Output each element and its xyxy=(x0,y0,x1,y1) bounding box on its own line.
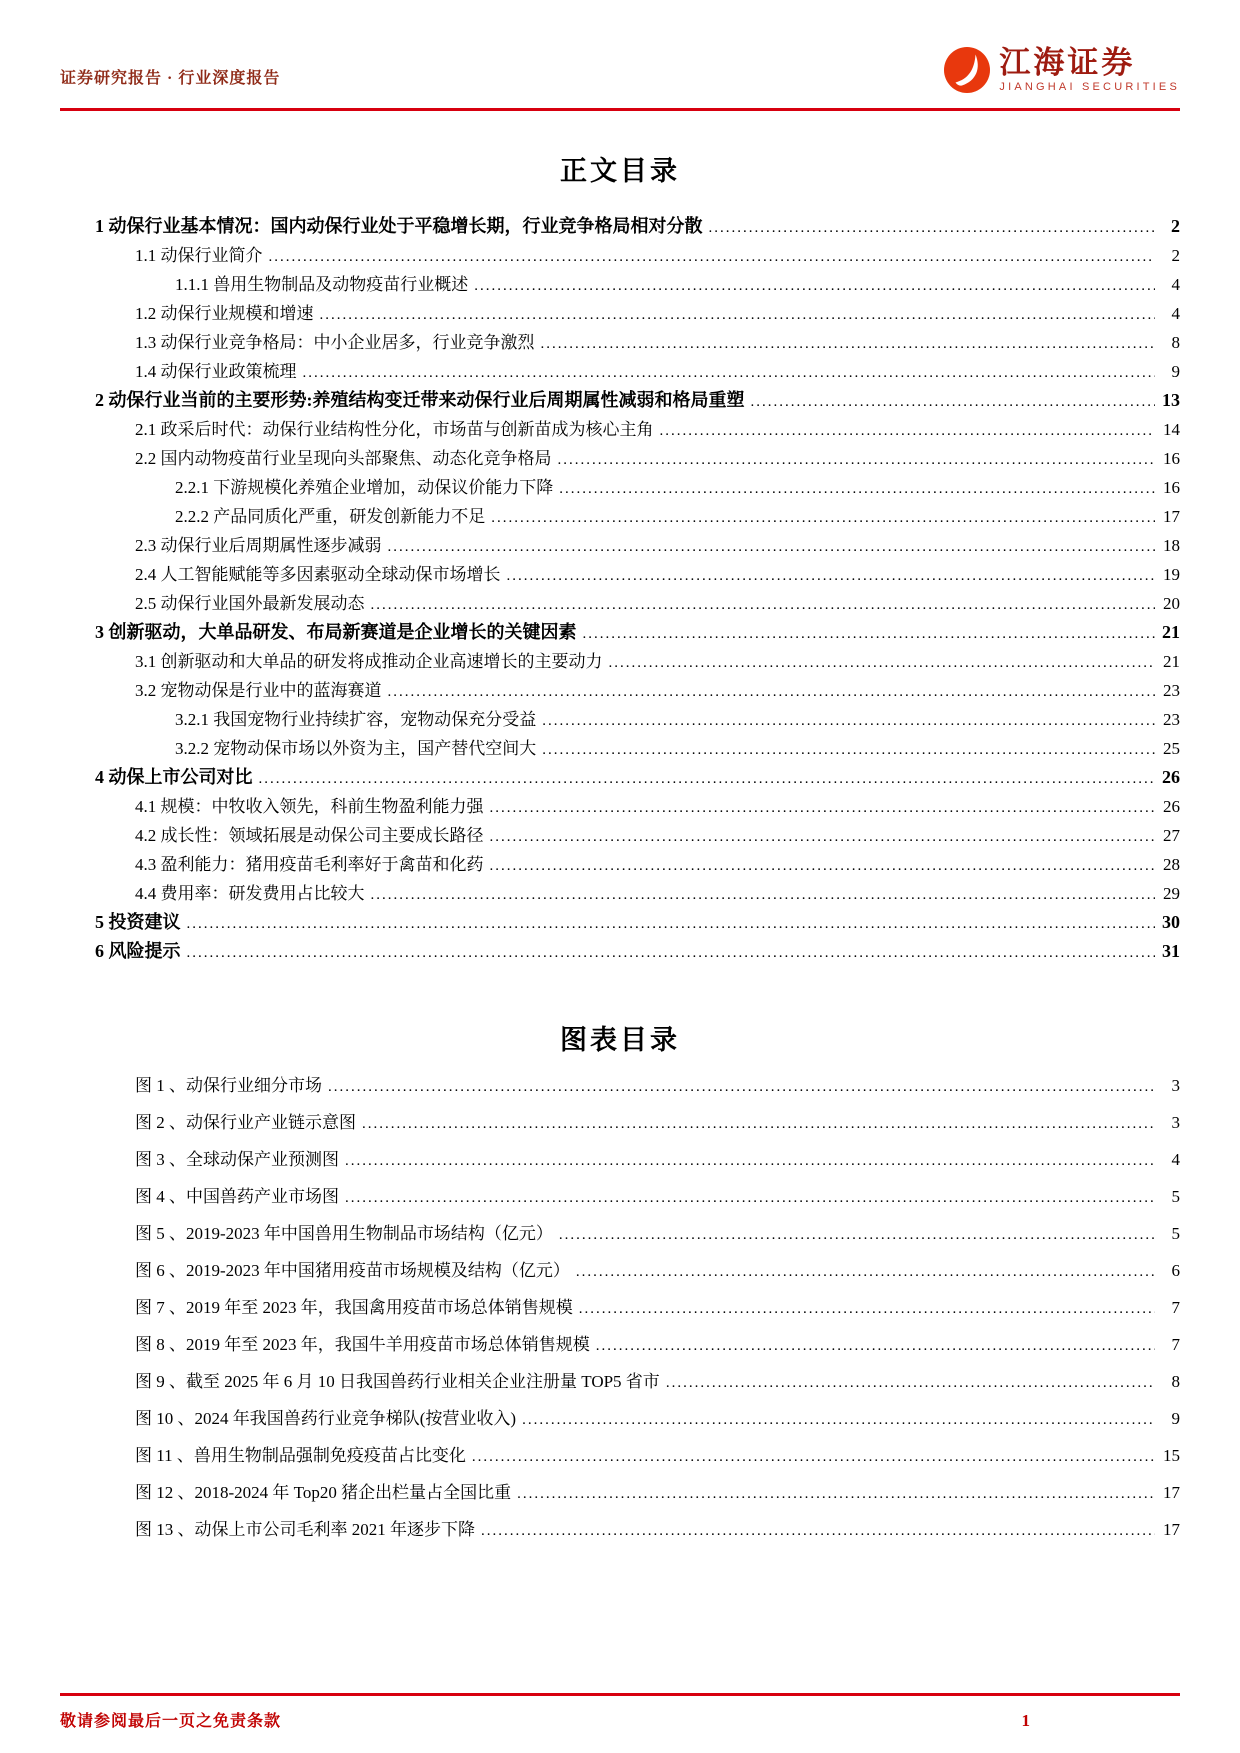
toc-entry-page: 21 xyxy=(1163,652,1180,671)
toc-entry[interactable] xyxy=(60,618,1180,647)
toc-entry-page: 4 xyxy=(1171,275,1180,294)
toc-entry-text: 6 风险提示 xyxy=(95,941,181,961)
figure-entry-text: 图 10 、2024 年我国兽药行业竞争梯队(按营业收入) xyxy=(135,1409,517,1428)
toc-entry-page: 16 xyxy=(1163,478,1180,497)
leader-dots xyxy=(328,1076,1155,1096)
figure-entry-text: 图 5 、2019-2023 年中国兽用生物制品市场结构（亿元） xyxy=(135,1224,553,1243)
figure-entry-page: 9 xyxy=(1171,1409,1180,1428)
toc-entry-text: 1.1.1 兽用生物制品及动物疫苗行业概述 xyxy=(175,275,469,294)
footer-divider xyxy=(60,1693,1180,1696)
disclaimer-text: 敬请参阅最后一页之免责条款 xyxy=(60,1713,282,1730)
leader-dots xyxy=(558,449,1156,469)
leader-dots xyxy=(362,1113,1155,1133)
toc-entry[interactable] xyxy=(60,705,1180,734)
toc-entry[interactable] xyxy=(60,241,1180,270)
leader-dots xyxy=(388,681,1156,701)
toc-entry-page: 2 xyxy=(1171,216,1180,236)
leader-dots xyxy=(596,1335,1155,1355)
figure-entry-page: 5 xyxy=(1171,1224,1180,1243)
toc-entry[interactable] xyxy=(60,647,1180,676)
figure-list xyxy=(60,1071,1180,1552)
toc-entry-text: 1.1 动保行业简介 xyxy=(135,246,263,265)
leader-dots xyxy=(490,797,1156,817)
toc-entry-page: 27 xyxy=(1163,826,1180,845)
toc-entry[interactable] xyxy=(60,531,1180,560)
page-footer xyxy=(60,1693,1180,1731)
toc-entry-page: 8 xyxy=(1171,333,1180,352)
company-logo-text xyxy=(999,44,1180,94)
toc-entry[interactable] xyxy=(60,676,1180,705)
toc-entry-page: 18 xyxy=(1163,536,1180,555)
leader-dots xyxy=(541,333,1156,353)
leader-dots xyxy=(576,1261,1155,1281)
toc-entry-text: 2.1 政采后时代：动保行业结构性分化，市场苗与创新苗成为核心主角 xyxy=(135,420,654,439)
toc-list xyxy=(60,212,1180,966)
toc-entry[interactable] xyxy=(60,560,1180,589)
toc-entry-text: 2 动保行业当前的主要形势:养殖结构变迁带来动保行业后周期属性减弱和格局重塑 xyxy=(95,390,745,410)
toc-entry-page: 23 xyxy=(1163,681,1180,700)
figure-entry-text: 图 13 、动保上市公司毛利率 2021 年逐步下降 xyxy=(135,1520,475,1539)
figure-entry[interactable] xyxy=(60,1367,1180,1404)
figure-entry-text: 图 8 、2019 年至 2023 年，我国牛羊用疫苗市场总体销售规模 xyxy=(135,1335,590,1354)
leader-dots xyxy=(259,767,1156,788)
toc-entry-text: 1 动保行业基本情况：国内动保行业处于平稳增长期，行业竞争格局相对分散 xyxy=(95,216,703,236)
page-number: 1 xyxy=(1021,1711,1030,1730)
leader-dots xyxy=(481,1520,1155,1540)
figure-entry[interactable] xyxy=(60,1404,1180,1441)
toc-entry-text: 2.2.2 产品同质化严重，研发创新能力不足 xyxy=(175,507,486,526)
figure-entry-text: 图 2 、动保行业产业链示意图 xyxy=(135,1113,356,1132)
header-divider xyxy=(60,108,1180,111)
toc-entry-text: 4.2 成长性：领域拓展是动保公司主要成长路径 xyxy=(135,826,484,845)
toc-entry-text: 4.4 费用率：研发费用占比较大 xyxy=(135,884,365,903)
toc-entry[interactable] xyxy=(60,444,1180,473)
figure-entry-page: 5 xyxy=(1171,1187,1180,1206)
toc-entry-text: 3.2.2 宠物动保市场以外资为主，国产替代空间大 xyxy=(175,739,537,758)
toc-entry[interactable] xyxy=(60,589,1180,618)
figure-entry-page: 7 xyxy=(1171,1335,1180,1354)
toc-title: 正文目录 xyxy=(560,156,680,186)
leader-dots xyxy=(751,390,1156,411)
leader-dots xyxy=(542,739,1155,759)
leader-dots xyxy=(490,826,1156,846)
leader-dots xyxy=(559,478,1155,498)
toc-entry-text: 3.2 宠物动保是行业中的蓝海赛道 xyxy=(135,681,382,700)
figure-entry-text: 图 4 、中国兽药产业市场图 xyxy=(135,1187,339,1206)
figure-entry[interactable] xyxy=(60,1145,1180,1182)
toc-entry[interactable] xyxy=(60,763,1180,792)
leader-dots xyxy=(559,1224,1155,1244)
leader-dots xyxy=(474,275,1155,295)
toc-entry-page: 30 xyxy=(1162,912,1180,932)
toc-entry-page: 14 xyxy=(1163,420,1180,439)
toc-entry-page: 9 xyxy=(1171,362,1180,381)
leader-dots xyxy=(490,855,1156,875)
leader-dots xyxy=(507,565,1156,585)
figure-entry[interactable] xyxy=(60,1256,1180,1293)
leader-dots xyxy=(522,1409,1155,1429)
leader-dots xyxy=(491,507,1155,527)
figure-entry-page: 3 xyxy=(1171,1113,1180,1132)
toc-entry-page: 26 xyxy=(1163,797,1180,816)
toc-entry-page: 23 xyxy=(1163,710,1180,729)
toc-entry[interactable] xyxy=(60,821,1180,850)
toc-entry-page: 28 xyxy=(1163,855,1180,874)
toc-entry[interactable] xyxy=(60,792,1180,821)
figure-entry-page: 4 xyxy=(1171,1150,1180,1169)
jianghai-logo-icon xyxy=(943,46,991,94)
toc-entry-text: 4 动保上市公司对比 xyxy=(95,767,253,787)
figure-entry-text: 图 1 、动保行业细分市场 xyxy=(135,1076,322,1095)
leader-dots xyxy=(517,1483,1155,1503)
toc-entry[interactable] xyxy=(60,734,1180,763)
toc-entry-text: 3.1 创新驱动和大单品的研发将成推动企业高速增长的主要动力 xyxy=(135,652,603,671)
toc-entry-text: 2.2 国内动物疫苗行业呈现向头部聚焦、动态化竞争格局 xyxy=(135,449,552,468)
figure-entry-text: 图 6 、2019-2023 年中国猪用疫苗市场规模及结构（亿元） xyxy=(135,1261,570,1280)
report-type-label: 证券研究报告 · 行业深度报告 xyxy=(60,70,281,87)
figure-entry-page: 7 xyxy=(1171,1298,1180,1317)
toc-entry-text: 2.2.1 下游规模化养殖企业增加，动保议价能力下降 xyxy=(175,478,554,497)
figure-entry-page: 17 xyxy=(1163,1520,1180,1539)
toc-entry-text: 1.3 动保行业竞争格局：中小企业居多，行业竞争激烈 xyxy=(135,333,535,352)
leader-dots xyxy=(609,652,1156,672)
toc-entry[interactable] xyxy=(60,850,1180,879)
toc-entry-text: 2.5 动保行业国外最新发展动态 xyxy=(135,594,365,613)
figure-entry-text: 图 12 、2018-2024 年 Top20 猪企出栏量占全国比重 xyxy=(135,1483,512,1502)
company-logo xyxy=(943,46,1180,94)
figure-entry-page: 3 xyxy=(1171,1076,1180,1095)
leader-dots xyxy=(542,710,1155,730)
leader-dots xyxy=(709,216,1156,237)
leader-dots xyxy=(666,1372,1155,1392)
toc-entry[interactable] xyxy=(60,502,1180,531)
toc-entry-page: 29 xyxy=(1163,884,1180,903)
toc-entry-page: 21 xyxy=(1162,622,1180,642)
toc-entry-page: 26 xyxy=(1162,767,1180,787)
figure-entry[interactable] xyxy=(60,1478,1180,1515)
figures-title: 图表目录 xyxy=(560,1025,680,1055)
figure-entry-text: 图 3 、全球动保产业预测图 xyxy=(135,1150,339,1169)
toc-entry[interactable] xyxy=(60,270,1180,299)
leader-dots xyxy=(303,362,1156,382)
toc-entry-page: 31 xyxy=(1162,941,1180,961)
toc-entry-text: 4.1 规模：中牧收入领先，科前生物盈利能力强 xyxy=(135,797,484,816)
toc-entry-text: 2.3 动保行业后周期属性逐步减弱 xyxy=(135,536,382,555)
toc-entry-text: 3 创新驱动，大单品研发、布局新赛道是企业增长的关键因素 xyxy=(95,622,577,642)
toc-entry-text: 2.4 人工智能赋能等多因素驱动全球动保市场增长 xyxy=(135,565,501,584)
toc-entry-text: 1.4 动保行业政策梳理 xyxy=(135,362,297,381)
figure-entry-text: 图 11 、兽用生物制品强制免疫疫苗占比变化 xyxy=(135,1446,466,1465)
toc-entry[interactable] xyxy=(60,299,1180,328)
toc-entry[interactable] xyxy=(60,879,1180,908)
company-name-en: JIANGHAI SECURITIES xyxy=(999,81,1180,94)
figure-entry[interactable] xyxy=(60,1330,1180,1367)
figure-entry[interactable] xyxy=(60,1515,1180,1552)
leader-dots xyxy=(269,246,1156,266)
leader-dots xyxy=(345,1187,1155,1207)
toc-entry-page: 17 xyxy=(1163,507,1180,526)
toc-entry[interactable] xyxy=(60,212,1180,241)
toc-entry-page: 16 xyxy=(1163,449,1180,468)
leader-dots xyxy=(388,536,1156,556)
toc-entry-page: 20 xyxy=(1163,594,1180,613)
company-name-cn: 江海证券 xyxy=(999,44,1136,80)
leader-dots xyxy=(579,1298,1155,1318)
figure-entry[interactable] xyxy=(60,1441,1180,1478)
figure-entry[interactable] xyxy=(60,1108,1180,1145)
toc-entry-page: 25 xyxy=(1163,739,1180,758)
figure-entry-page: 15 xyxy=(1163,1446,1180,1465)
figure-entry[interactable] xyxy=(60,1219,1180,1256)
toc-entry-page: 19 xyxy=(1163,565,1180,584)
toc-entry[interactable] xyxy=(60,386,1180,415)
leader-dots xyxy=(660,420,1156,440)
toc-entry[interactable] xyxy=(60,473,1180,502)
figure-entry[interactable] xyxy=(60,1293,1180,1330)
figure-entry-page: 6 xyxy=(1171,1261,1180,1280)
leader-dots xyxy=(187,912,1156,933)
toc-entry[interactable] xyxy=(60,415,1180,444)
leader-dots xyxy=(371,884,1156,904)
leader-dots xyxy=(345,1150,1155,1170)
toc-entry-text: 1.2 动保行业规模和增速 xyxy=(135,304,314,323)
figure-entry-page: 8 xyxy=(1171,1372,1180,1391)
figure-entry-text: 图 7 、2019 年至 2023 年，我国禽用疫苗市场总体销售规模 xyxy=(135,1298,573,1317)
figure-entry-text: 图 9 、截至 2025 年 6 月 10 日我国兽药行业相关企业注册量 TOP5 省市 xyxy=(135,1372,660,1391)
page-header xyxy=(60,0,1180,94)
leader-dots xyxy=(583,622,1156,643)
toc-entry-text: 5 投资建议 xyxy=(95,912,181,932)
leader-dots xyxy=(320,304,1156,324)
figure-entry[interactable] xyxy=(60,1071,1180,1108)
toc-entry[interactable] xyxy=(60,908,1180,937)
figure-entry[interactable] xyxy=(60,1182,1180,1219)
toc-entry[interactable] xyxy=(60,357,1180,386)
toc-entry[interactable] xyxy=(60,328,1180,357)
figure-entry-page: 17 xyxy=(1163,1483,1180,1502)
toc-entry-text: 3.2.1 我国宠物行业持续扩容，宠物动保充分受益 xyxy=(175,710,537,729)
toc-entry-page: 2 xyxy=(1171,246,1180,265)
leader-dots xyxy=(187,941,1156,962)
toc-entry-text: 4.3 盈利能力：猪用疫苗毛利率好于禽苗和化药 xyxy=(135,855,484,874)
toc-entry-page: 4 xyxy=(1171,304,1180,323)
leader-dots xyxy=(371,594,1156,614)
toc-entry[interactable] xyxy=(60,937,1180,966)
leader-dots xyxy=(472,1446,1155,1466)
toc-entry-page: 13 xyxy=(1162,390,1180,410)
